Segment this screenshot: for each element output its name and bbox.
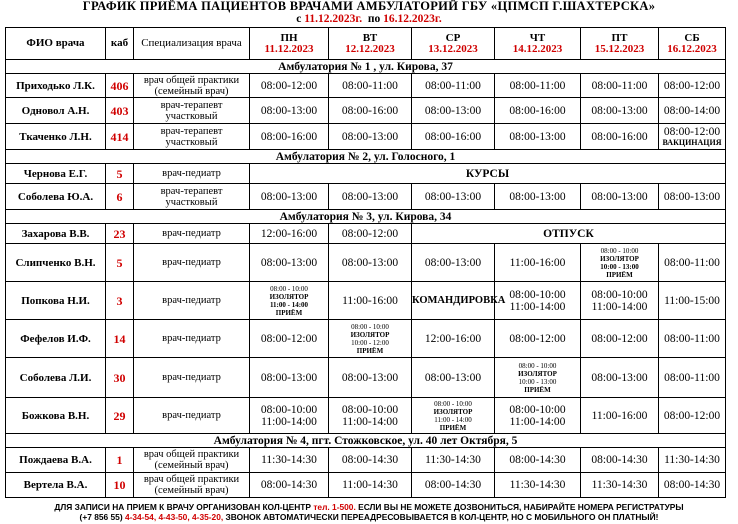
time-cell: 11:00-16:00 — [495, 244, 581, 282]
schedule-table — [5, 27, 726, 498]
specialization: врач-педиатр — [134, 320, 250, 358]
specialization: врач общей практики (семейный врач) — [134, 448, 250, 473]
time-cell: 08:00-13:00 — [581, 184, 659, 210]
section-title: Амбулатория № 4, пгт. Стожковское, ул. 40 лет Октября, 5 — [6, 434, 726, 448]
specialization: врач-педиатр — [134, 282, 250, 320]
header-day-1: ПН 11.12.2023 — [250, 28, 329, 60]
time-cell: 08:00-16:00 — [412, 124, 495, 150]
time-cell: 11:00-14:30 — [329, 473, 412, 498]
time-cell: 11:30-14:30 — [412, 448, 495, 473]
time-cell: 08:00-14:30 — [412, 473, 495, 498]
doctor-name: Соболева Ю.А. — [6, 184, 106, 210]
time-cell: 08:00-13:00 — [412, 98, 495, 124]
cabinet: 5 — [106, 244, 134, 282]
table-row — [6, 282, 726, 320]
time-cell: 08:00-14:30 — [659, 473, 726, 498]
time-cell: 08:00-13:00 — [250, 98, 329, 124]
time-cell: 08:00-10:00 11:00-14:00 — [250, 398, 329, 434]
doctor-name: Попкова Н.И. — [6, 282, 106, 320]
doctor-name: Чернова Е.Г. — [6, 164, 106, 184]
cabinet: 406 — [106, 74, 134, 98]
doctor-name: Приходько Л.К. — [6, 74, 106, 98]
time-cell: 08:00-10:00 11:00-14:00 — [581, 282, 659, 320]
specialization: врач-педиатр — [134, 358, 250, 398]
table-row — [6, 320, 726, 358]
cabinet: 414 — [106, 124, 134, 150]
section-row — [6, 150, 726, 164]
table-row — [6, 164, 726, 184]
time-cell: 08:00-14:30 — [329, 448, 412, 473]
doctor-name: Слипченко В.Н. — [6, 244, 106, 282]
time-cell: 08:00-12:00 — [659, 398, 726, 434]
specialization: врач-педиатр — [134, 224, 250, 244]
specialization: врач общей практики (семейный врач) — [134, 74, 250, 98]
vaccination-note: ВАКЦИНАЦИЯ — [662, 138, 722, 147]
time-cell: 08:00-11:00 — [412, 74, 495, 98]
header-day-4: ЧТ 14.12.2023 — [495, 28, 581, 60]
registry-phones: 4-34-54, 4-43-50, 4-35-20, — [124, 512, 224, 522]
header-day-5: ПТ 15.12.2023 — [581, 28, 659, 60]
specialization: врач-терапевт участковый — [134, 98, 250, 124]
from-date: 11.12.2023г. — [304, 13, 363, 25]
cabinet: 5 — [106, 164, 134, 184]
time-cell: 08:00-13:00 — [495, 124, 581, 150]
to-label: по — [367, 13, 381, 25]
header-day-6: СБ 16.12.2023 — [659, 28, 726, 60]
doctor-name: Одновол А.Н. — [6, 98, 106, 124]
table-row — [6, 358, 726, 398]
time-cell: 08:00-14:30 — [495, 448, 581, 473]
time-cell: 08:00-13:00 — [659, 184, 726, 210]
time-cell: 08:00-13:00 — [250, 184, 329, 210]
doctor-name: Фефелов И.Ф. — [6, 320, 106, 358]
document-subtitle — [0, 13, 738, 26]
footer-note — [5, 502, 733, 522]
time-cell: 11:00-15:00 — [659, 282, 726, 320]
time-cell: 11:00-16:00 — [581, 398, 659, 434]
doctor-name: Ткаченко Л.Н. — [6, 124, 106, 150]
time-cell: 08:00-13:00 — [412, 244, 495, 282]
time-cell: 08:00-11:00 — [659, 358, 726, 398]
cabinet: 14 — [106, 320, 134, 358]
time-cell: 08:00-11:00 — [659, 244, 726, 282]
specialization: врач-педиатр — [134, 244, 250, 282]
isolator-cell: 08:00 - 10:00 ИЗОЛЯТОР 11:00 - 14:00 ПРИЁМ — [412, 398, 495, 434]
table-row — [6, 98, 726, 124]
time-cell: 08:00-11:00 — [581, 74, 659, 98]
from-label: с — [296, 13, 302, 25]
status-cell: КУРСЫ — [250, 164, 726, 184]
time-cell: 08:00-12:00 — [250, 320, 329, 358]
header-row — [6, 28, 726, 60]
table-row — [6, 244, 726, 282]
time-cell: 08:00-16:00 — [250, 124, 329, 150]
doctor-name: Божкова В.Н. — [6, 398, 106, 434]
cabinet: 6 — [106, 184, 134, 210]
time-cell: 08:00-13:00 — [581, 98, 659, 124]
footer-line-1: ДЛЯ ЗАПИСИ НА ПРИЕМ К ВРАЧУ ОРГАНИЗОВАН КОЛ-ЦЕНТР тел. 1-500. ЕСЛИ ВЫ НЕ МОЖЕТЕ ДОЗВОНИТЬСЯ, НАБИРАЙТЕ НОМЕРА РЕГИСТРАТУРЫ — [54, 502, 684, 512]
time-cell: 08:00-13:00 — [250, 244, 329, 282]
section-title: Амбулатория № 2, ул. Голосного, 1 — [6, 150, 726, 164]
section-title: Амбулатория № 1 , ул. Кирова, 37 — [6, 60, 726, 74]
header-cab: каб — [106, 28, 134, 60]
time-cell: 08:00-11:00 — [659, 320, 726, 358]
time-cell: 08:00-11:00 — [329, 74, 412, 98]
time-cell: 08:00-10:00 11:00-14:00 — [495, 398, 581, 434]
time-cell: 11:30-14:30 — [581, 473, 659, 498]
time-cell: 11:30-14:30 — [659, 448, 726, 473]
cabinet: 23 — [106, 224, 134, 244]
time-cell: 08:00-12:00 ВАКЦИНАЦИЯ — [659, 124, 726, 150]
time-cell: 08:00-13:00 — [329, 124, 412, 150]
table-row — [6, 224, 726, 244]
time-cell: 08:00-10:00 11:00-14:00 — [329, 398, 412, 434]
time-cell: 08:00-13:00 — [329, 184, 412, 210]
footer-line-2: (+7 856 55) 4-34-54, 4-43-50, 4-35-20, ЗВОНОК АВТОМАТИЧЕСКИ ПЕРЕАДРЕСОВЫВАЕТСЯ В КОЛ-ЦЕНТР, НО С МОБИЛЬНОГО ОН ПЛАТНЫЙ! — [79, 512, 659, 522]
table-row — [6, 398, 726, 434]
section-row — [6, 60, 726, 74]
doctor-name: Соболева Л.И. — [6, 358, 106, 398]
cabinet: 10 — [106, 473, 134, 498]
time-cell: 11:30-14:30 — [495, 473, 581, 498]
doctor-name: Захарова В.В. — [6, 224, 106, 244]
time-cell: 08:00-12:00 — [659, 74, 726, 98]
cabinet: 30 — [106, 358, 134, 398]
table-row — [6, 124, 726, 150]
to-date: 16.12.2023г. — [383, 13, 442, 25]
header-day-3: СР 13.12.2023 — [412, 28, 495, 60]
status-cell: ОТПУСК — [412, 224, 726, 244]
specialization: врач-терапевт участковый — [134, 124, 250, 150]
cabinet: 29 — [106, 398, 134, 434]
table-row — [6, 74, 726, 98]
section-row — [6, 434, 726, 448]
specialization: врач-педиатр — [134, 398, 250, 434]
isolator-cell: 08:00 - 10:00 ИЗОЛЯТОР 10:00 - 13:00 ПРИЁМ — [581, 244, 659, 282]
time-cell: 08:00-12:00 — [495, 320, 581, 358]
table-row — [6, 448, 726, 473]
time-cell: 12:00-16:00 — [250, 224, 329, 244]
isolator-cell: 08:00 - 10:00 ИЗОЛЯТОР 10:00 - 13:00 ПРИЁМ — [495, 358, 581, 398]
section-row — [6, 210, 726, 224]
call-center-phone: тел. 1-500. — [313, 502, 356, 512]
time-cell: 08:00-13:00 — [412, 184, 495, 210]
doctor-name: Вертела В.А. — [6, 473, 106, 498]
table-row — [6, 473, 726, 498]
header-spec: Специализация врача — [134, 28, 250, 60]
section-title: Амбулатория № 3, ул. Кирова, 34 — [6, 210, 726, 224]
time-cell: 08:00-13:00 — [250, 358, 329, 398]
cabinet: 1 — [106, 448, 134, 473]
time-cell: 08:00-12:00 — [250, 74, 329, 98]
time-cell: 08:00-13:00 — [412, 358, 495, 398]
cabinet: 3 — [106, 282, 134, 320]
specialization: врач общей практики (семейный врач) — [134, 473, 250, 498]
time-cell: 08:00-12:00 — [329, 224, 412, 244]
cabinet: 403 — [106, 98, 134, 124]
time-cell: 11:30-14:30 — [250, 448, 329, 473]
doctor-name: Пождаева В.А. — [6, 448, 106, 473]
status-cell: КОМАНДИРОВКА — [412, 282, 495, 320]
header-day-2: ВТ 12.12.2023 — [329, 28, 412, 60]
isolator-cell: 08:00 - 10:00 ИЗОЛЯТОР 10:00 - 12:00 ПРИЁМ — [329, 320, 412, 358]
document-title: ГРАФИК ПРИЁМА ПАЦИЕНТОВ ВРАЧАМИ АМБУЛАТОРИЙ ГБУ «ЦПМСП Г.ШАХТЕРСКА» — [82, 0, 656, 13]
time-cell: 08:00-14:30 — [581, 448, 659, 473]
header-name: ФИО врача — [6, 28, 106, 60]
time-cell: 08:00-12:00 — [581, 320, 659, 358]
time-cell: 08:00-13:00 — [581, 358, 659, 398]
specialization: врач-терапевт участковый — [134, 184, 250, 210]
time-cell: 08:00-16:00 — [495, 98, 581, 124]
time-cell: 08:00-13:00 — [329, 358, 412, 398]
time-cell: 08:00-10:00 11:00-14:00 — [495, 282, 581, 320]
isolator-cell: 08:00 - 10:00 ИЗОЛЯТОР 11:00 - 14:00 ПРИЁМ — [250, 282, 329, 320]
time-cell: 08:00-16:00 — [581, 124, 659, 150]
time-cell: 08:00-13:00 — [329, 244, 412, 282]
time-cell: 08:00-13:00 — [495, 184, 581, 210]
time-cell: 11:00-16:00 — [329, 282, 412, 320]
time-cell: 12:00-16:00 — [412, 320, 495, 358]
time-cell: 08:00-16:00 — [329, 98, 412, 124]
time-cell: 08:00-14:30 — [250, 473, 329, 498]
time-cell: 08:00-14:00 — [659, 98, 726, 124]
table-row — [6, 184, 726, 210]
specialization: врач-педиатр — [134, 164, 250, 184]
time-cell: 08:00-11:00 — [495, 74, 581, 98]
